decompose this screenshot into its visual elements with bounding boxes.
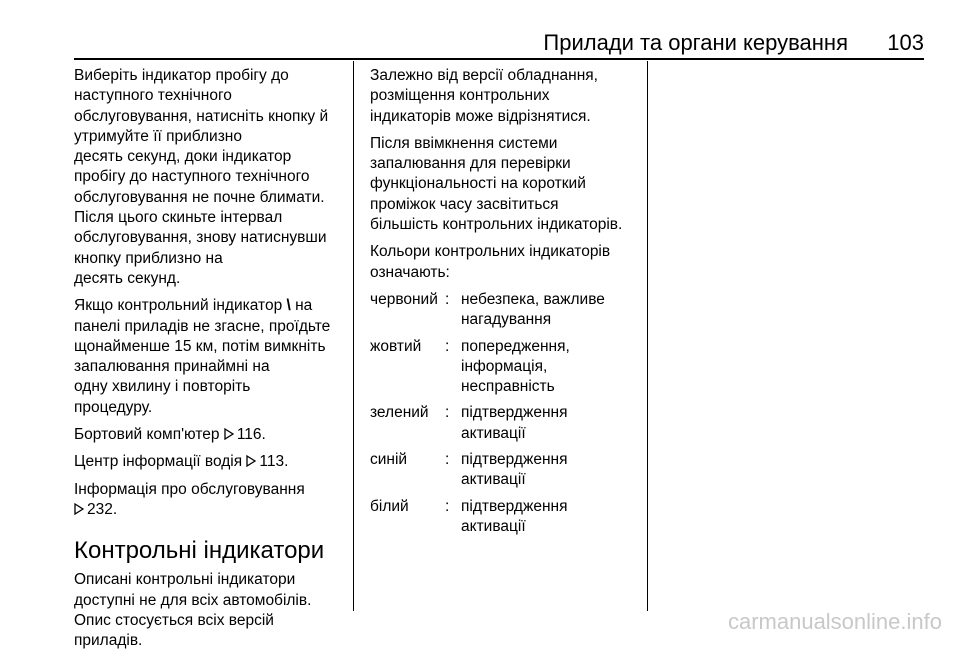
page-title: Прилади та органи керування [543,30,848,55]
paragraph-text: на панелі приладів не згасне, проїдьте щонайменше 15 км, потім вимкніть запалювання принаймні на одну хвилину і повторіть процедуру. [74,297,331,416]
color-name: червоний [370,290,438,308]
paragraph-placement: Залежно від версії обладнання, розміщення контрольних індикаторів може відрізнятися. [370,67,598,125]
color-meaning: підтвердження активації [461,404,568,442]
reference-service-info [74,480,350,521]
color-row-green [370,403,640,444]
page-reference-icon [74,503,84,515]
middle-column [370,66,640,543]
color-separator: : [445,497,450,515]
section-heading: Контрольні індикатори [74,537,325,565]
header-rule [74,58,924,60]
color-row-red [370,290,640,331]
color-separator: : [445,337,450,355]
color-separator: : [445,404,450,422]
color-name: білий [370,497,409,515]
paragraph-text: Якщо контрольний індикатор [74,297,287,315]
paragraph-reset-service: Виберіть індикатор пробігу до наступного технічного обслуговування, натисніть кнопку й утримуйте її приблизно десять секунд, доки індикатор пробігу до наступного технічного обслуговування не почне блимати. Після цього скиньте інтервал обслуговування, знову натиснувши кнопку приблизно на десять секунд. [74,67,329,287]
color-meaning: підтвердження активації [461,451,568,489]
watermark: carmanualsonline.info [727,609,942,634]
reference-page: 113. [259,453,289,471]
color-name: синій [370,451,408,469]
page-reference-icon [246,455,256,467]
reference-page: 232. [87,500,118,518]
color-row-blue [370,450,640,491]
wrench-icon: \ [286,297,291,315]
reference-page: 116. [236,426,266,444]
color-meaning: підтвердження активації [461,497,568,535]
color-row-yellow [370,337,640,398]
color-meaning: попередження, інформація, несправність [461,337,570,396]
color-name: жовтий [370,337,422,355]
page-header [0,22,960,62]
page-number: 103 [887,30,924,55]
color-meaning: небезпека, важливе нагадування [461,290,605,329]
column-divider-left [353,61,354,611]
paragraph-availability: Описані контрольні індикатори доступні не для всіх автомобілів. Опис стосується всіх версій приладів. [74,571,312,650]
paragraph-indicator-still-on [74,296,350,418]
color-separator: : [445,290,450,308]
reference-text: Центр інформації водія [74,453,247,471]
reference-onboard-computer [74,425,350,445]
reference-driver-info-center [74,452,350,472]
column-divider-right [647,61,648,611]
color-row-white [370,497,640,538]
reference-text: Бортовий комп'ютер [74,426,224,444]
color-meaning-table [370,290,640,537]
paragraph-self-test: Після ввімкнення системи запалювання для перевірки функціональності на короткий проміжок часу засвітиться більшість контрольних індикаторів. [370,134,623,234]
reference-text: Інформація про обслуговування [74,480,305,498]
color-separator: : [445,451,450,469]
left-column [74,66,350,658]
color-name: зелений [370,404,429,422]
page-reference-icon [224,428,234,440]
paragraph-colors-intro: Кольори контрольних індикаторів означають: [370,243,611,281]
